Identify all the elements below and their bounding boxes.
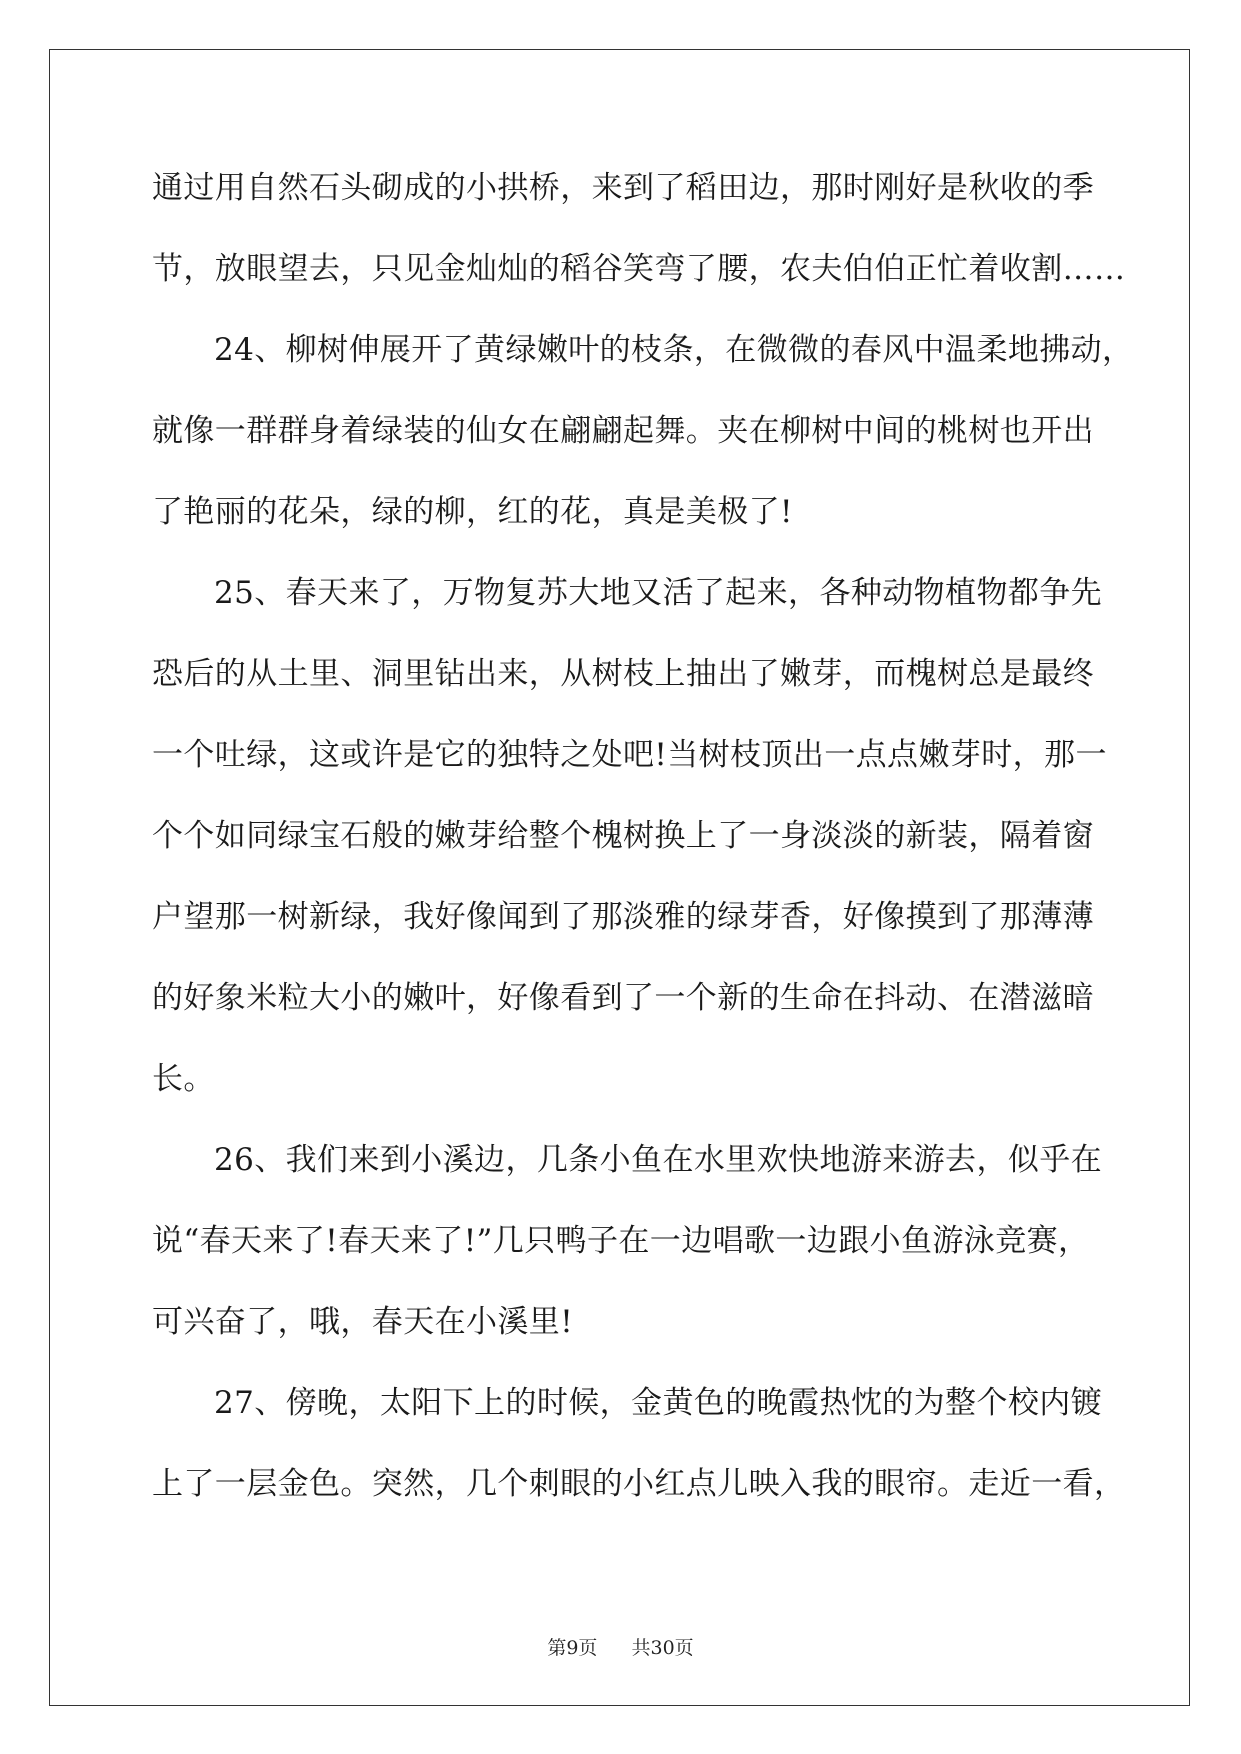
text-line: 可兴奋了，哦，春天在小溪里!	[152, 1304, 574, 1340]
text-line: 恐后的从土里、洞里钻出来，从树枝上抽出了嫩芽，而槐树总是最终	[152, 656, 1094, 692]
text-line: 的好象米粒大小的嫩叶，好像看到了一个新的生命在抖动、在潜滋暗	[152, 980, 1094, 1016]
text-line: 就像一群群身着绿装的仙女在翩翩起舞。夹在柳树中间的桃树也开出	[152, 413, 1094, 449]
text-line: 一个吐绿，这或许是它的独特之处吧!当树枝顶出一点点嫩芽时，那一	[152, 737, 1107, 773]
text-line: 上了一层金色。突然，几个刺眼的小红点儿映入我的眼帘。走近一看，	[152, 1466, 1126, 1502]
paragraph-start-line: 26、我们来到小溪边，几条小鱼在水里欢快地游来游去，似乎在	[214, 1142, 1103, 1178]
text-line: 了艳丽的花朵，绿的柳，红的花，真是美极了!	[152, 494, 793, 530]
page-footer	[0, 1633, 1241, 1660]
text-line: 节，放眼望去，只见金灿灿的稻谷笑弯了腰，农夫伯伯正忙着收割……	[152, 251, 1126, 287]
document-body	[152, 160, 1134, 1537]
text-line: 个个如同绿宝石般的嫩芽给整个槐树换上了一身淡淡的新装，隔着窗	[152, 818, 1094, 854]
paragraph-start-line: 27、傍晚，太阳下上的时候，金黄色的晚霞热忱的为整个校内镀	[214, 1385, 1103, 1421]
page-number: 第9页	[547, 1637, 598, 1659]
paragraph-start-line: 25、春天来了，万物复苏大地又活了起来，各种动物植物都争先	[214, 575, 1103, 611]
paragraph-start-line: 24、柳树伸展开了黄绿嫩叶的枝条，在微微的春风中温柔地拂动，	[214, 332, 1134, 368]
text-line: 说“春天来了!春天来了!”几只鸭子在一边唱歌一边跟小鱼游泳竞赛，	[152, 1223, 1090, 1259]
text-line: 户望那一树新绿，我好像闻到了那淡雅的绿芽香，好像摸到了那薄薄	[152, 899, 1094, 935]
text-line: 长。	[152, 1061, 215, 1097]
page-total: 共30页	[631, 1637, 694, 1659]
text-line: 通过用自然石头砌成的小拱桥，来到了稻田边，那时刚好是秋收的季	[152, 170, 1094, 206]
